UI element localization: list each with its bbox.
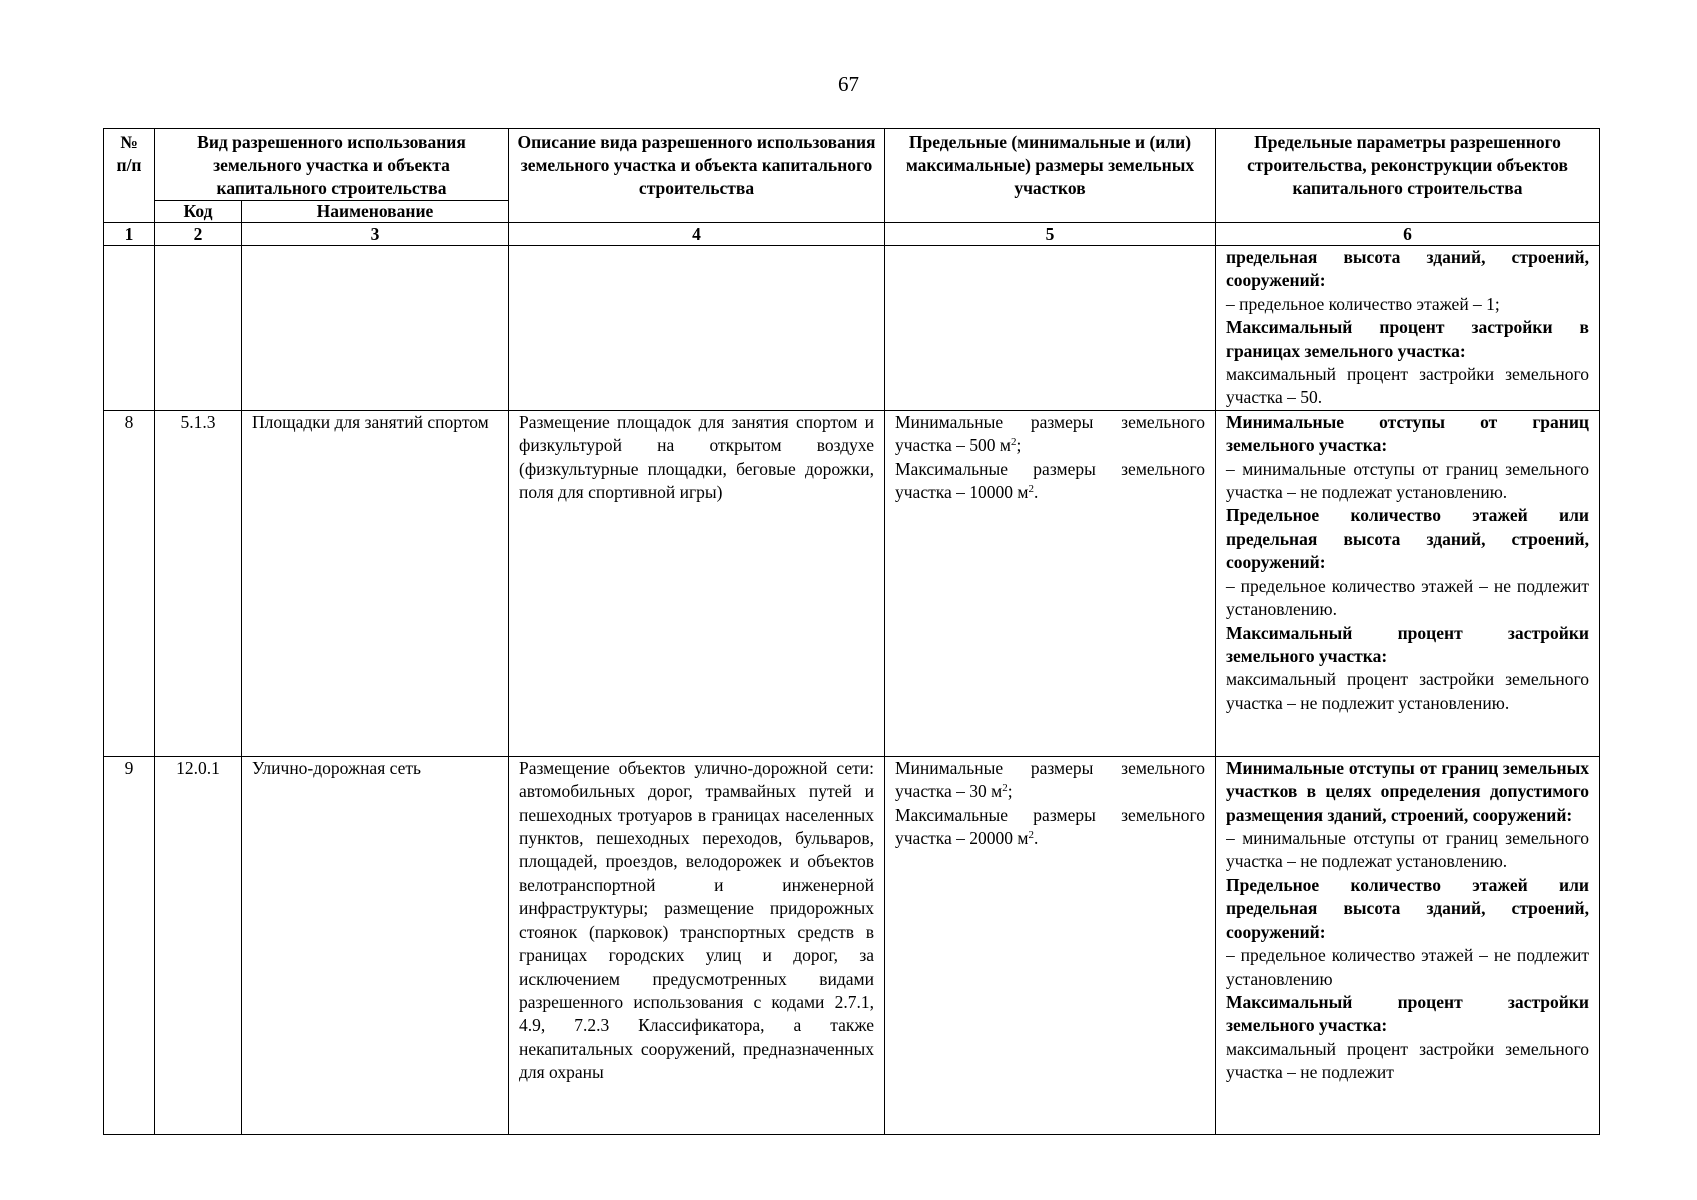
cell-construction-params (1216, 246, 1600, 411)
max-size-text: Максимальные размеры земельного участка – 20000 $м^2$. (895, 804, 1205, 849)
use-description: Размещение площадок для занятия спортом и физкультурой на открытом воздухе (физкультурные площадки, беговые дорожки, поля для спортивной игры) (509, 410, 885, 756)
param-text: максимальный процент застройки земельного участка – не подлежит установлению. (1226, 669, 1589, 713)
param-heading: Минимальные отступы от границ земельного участка: (1226, 411, 1589, 456)
param-text: – предельное количество этажей – 1; (1226, 293, 1500, 314)
column-number: 4 (509, 223, 885, 246)
param-heading: Предельное количество этажей или предельная высота зданий, строений, сооружений: (1226, 505, 1589, 573)
cell-construction-params (1216, 410, 1600, 756)
table-row (104, 756, 1600, 1134)
param-text: – минимальные отступы от границ земельного участка – не подлежат установлению. (1226, 458, 1589, 503)
use-code: 5.1.3 (155, 410, 242, 756)
header-number: № п/п (104, 129, 155, 223)
column-numbers-row (104, 223, 1600, 246)
param-text: – предельное количество этажей – не подлежит установлению. (1226, 575, 1589, 620)
column-number: 5 (885, 223, 1216, 246)
row-number: 8 (104, 410, 155, 756)
column-number: 2 (155, 223, 242, 246)
table-row (104, 410, 1600, 756)
min-size-text: Минимальные размеры земельного участка – 500 $м^2$; (895, 411, 1205, 456)
page-number: 67 (838, 72, 859, 96)
cell-construction-params (1216, 756, 1600, 1134)
param-text: – минимальные отступы от границ земельного участка – не подлежат установлению. (1226, 828, 1589, 872)
land-use-table (103, 128, 1600, 1135)
use-code: 12.0.1 (155, 756, 242, 1134)
plot-sizes (885, 756, 1216, 1134)
param-heading: Предельное количество этажей или предельная высота зданий, строений, сооружений: (1226, 874, 1589, 942)
column-number: 1 (104, 223, 155, 246)
header-name: Наименование (242, 201, 509, 223)
column-number: 6 (1216, 223, 1600, 246)
header-construction-params: Предельные параметры разрешенного строительства, реконструкции объектов капитального строительства (1216, 129, 1600, 223)
param-heading: предельная высота зданий, строений, сооружений: (1226, 247, 1589, 291)
cell-empty (242, 246, 509, 411)
header-plot-sizes: Предельные (минимальные и (или) максимальные) размеры земельных участков (885, 129, 1216, 223)
table-row-continuation (104, 246, 1600, 411)
use-name: Улично-дорожная сеть (242, 756, 509, 1134)
param-text: максимальный процент застройки земельного участка – не подлежит (1226, 1038, 1589, 1083)
param-text: максимальный процент застройки земельного участка – 50. (1226, 364, 1589, 408)
param-heading: Максимальный процент застройки в границах земельного участка: (1226, 317, 1589, 361)
use-name: Площадки для занятий спортом (242, 410, 509, 756)
cell-empty (509, 246, 885, 411)
row-number: 9 (104, 756, 155, 1134)
param-heading: Максимальный процент застройки земельного участка: (1226, 622, 1589, 666)
param-heading: Максимальный процент застройки земельного участка: (1226, 991, 1589, 1036)
header-permitted-use-group: Вид разрешенного использования земельного участка и объекта капитального строительства (155, 129, 509, 201)
use-description: Размещение объектов улично-дорожной сети: автомобильных дорог, трамвайных путей и пешеходных тротуаров в границах населенных пунктов, пешеходных переходов, бульваров, площадей, проездов, велодорожек и объектов велотранспортной и инженерной инфраструктуры; размещение придорожных стоянок (парковок) транспортных средств в границах городских улиц и дорог, за исключением предусмотренных видами разрешенного использования с кодами 2.7.1, 4.9, 7.2.3 Классификатора, а также некапитальных сооружений, предназначенных для охраны (509, 756, 885, 1134)
cell-empty (104, 246, 155, 411)
header-description: Описание вида разрешенного использования земельного участка и объекта капитального строительства (509, 129, 885, 223)
param-text: – предельное количество этажей – не подлежит установлению (1226, 945, 1589, 989)
cell-empty (885, 246, 1216, 411)
header-code: Код (155, 201, 242, 223)
min-size-text: Минимальные размеры земельного участка – 30 $м^2$; (895, 757, 1205, 802)
param-heading: Минимальные отступы от границ земельных участков в целях определения допустимого размещения зданий, строений, сооружений: (1226, 757, 1589, 825)
cell-empty (155, 246, 242, 411)
plot-sizes (885, 410, 1216, 756)
column-number: 3 (242, 223, 509, 246)
max-size-text: Максимальные размеры земельного участка – 10000 $м^2$. (895, 458, 1205, 503)
